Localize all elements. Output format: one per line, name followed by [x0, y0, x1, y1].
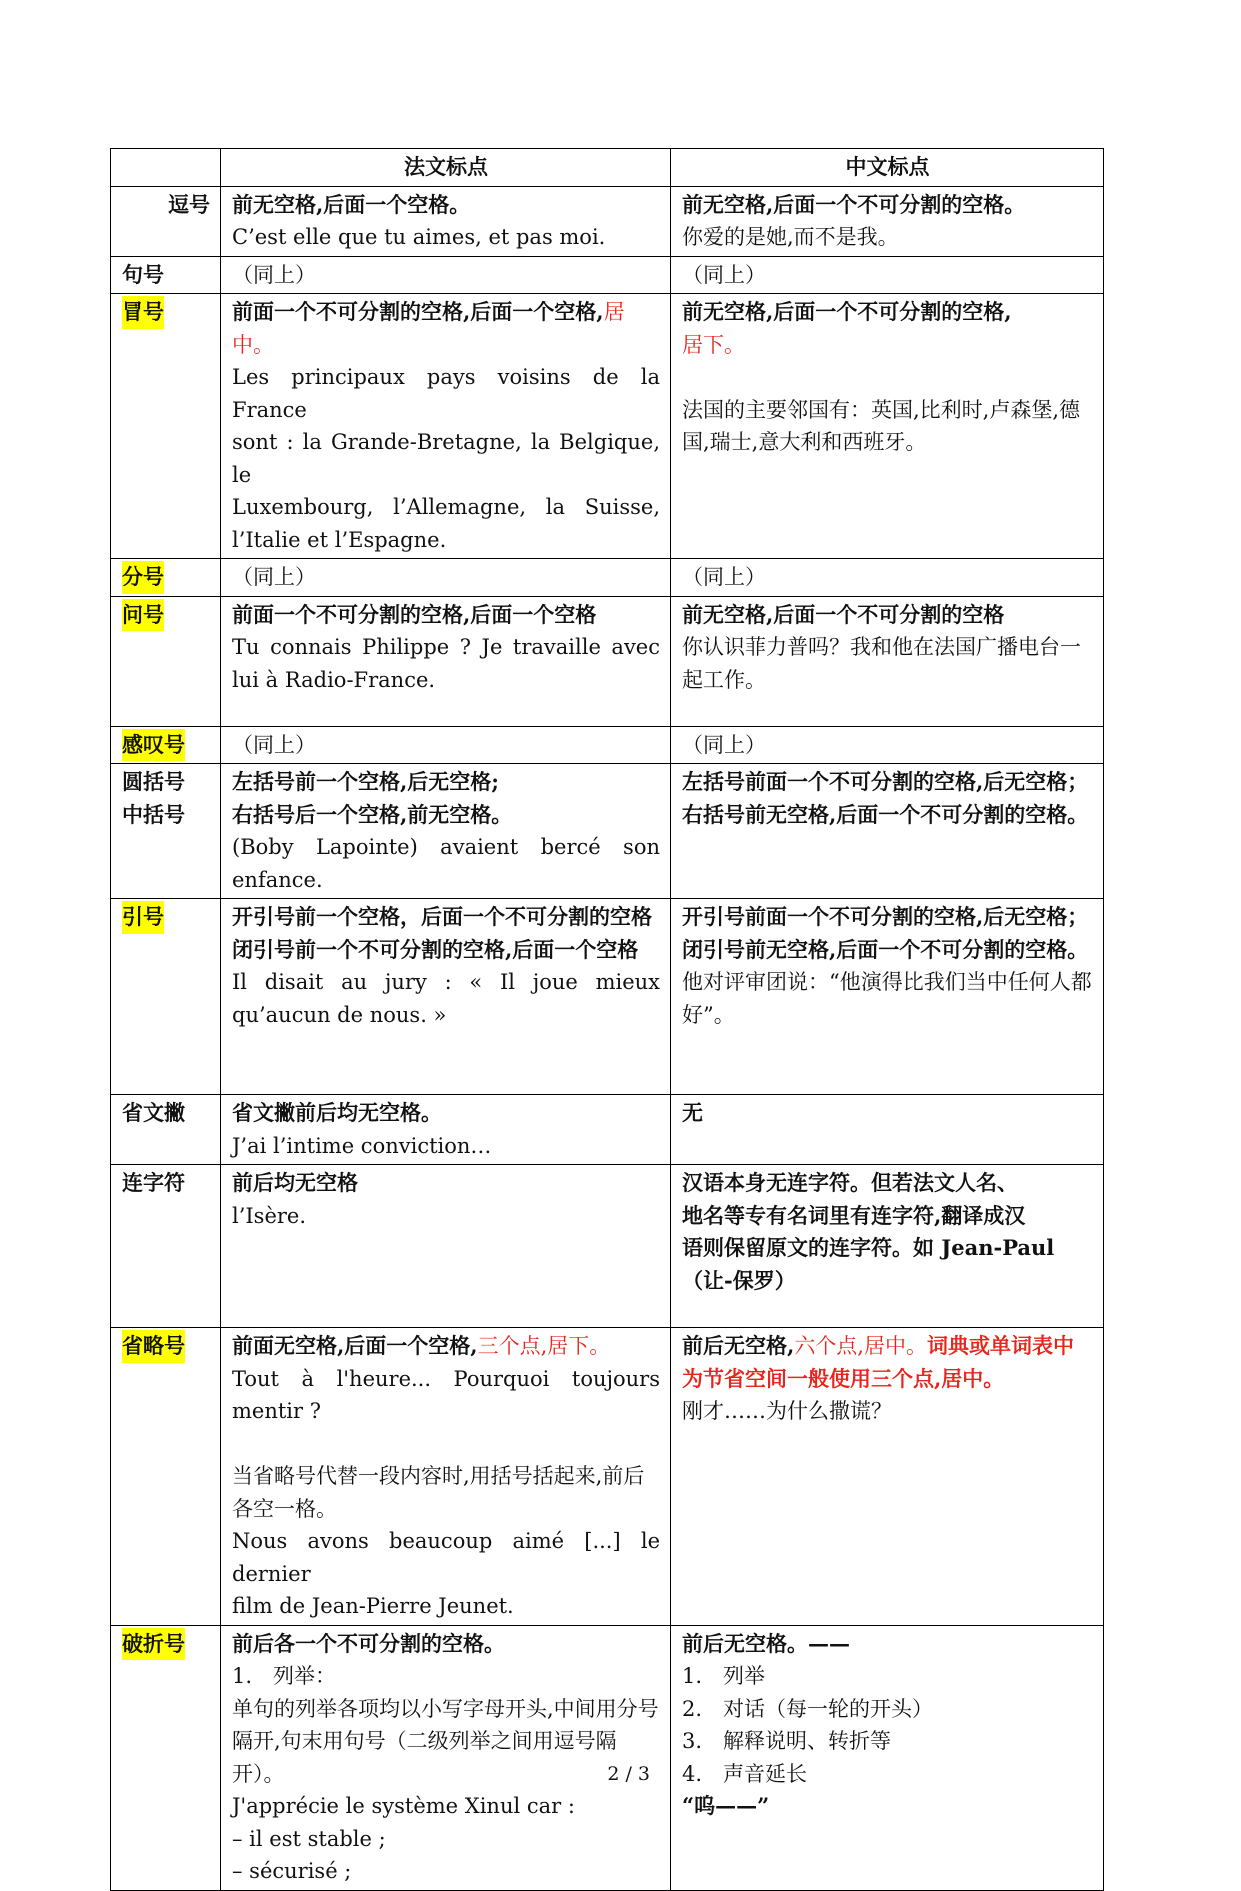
- fr-cell-ellipsis: [221, 1328, 671, 1626]
- cn-rule-red: 居下。: [682, 332, 745, 357]
- fr-example: Tu connais Philippe ? Je travaille avec lui à Radio-France.: [232, 635, 660, 692]
- cn-rule-line: 地名等专有名词里有连字符,翻译成汉: [682, 1202, 1026, 1228]
- fr-list-item: – il est stable ;: [232, 1826, 386, 1851]
- cn-cell-colon: [671, 294, 1104, 559]
- row-name-question: 问号: [111, 596, 221, 726]
- fr-rule: 闭引号前一个不可分割的空格,后面一个空格: [232, 936, 639, 962]
- header-fr: 法文标点: [221, 149, 671, 187]
- fr-cell-colon: [221, 294, 671, 559]
- cn-example: 他对评审团说：“他演得比我们当中任何人都好”。: [682, 970, 1092, 1027]
- fr-rule: 前面一个不可分割的空格,后面一个空格,: [232, 299, 604, 324]
- fr-cell-semicolon: （同上）: [221, 559, 671, 597]
- punctuation-table: [110, 148, 1104, 1891]
- fr-rule: 前面无空格,后面一个空格,: [232, 1333, 478, 1358]
- row-name-colon: 冒号: [111, 294, 221, 559]
- fr-cell-question: [221, 596, 671, 726]
- fr-desc: 单句的列举各项均以小写字母开头,中间用分号隔开,句末用句号（二级列举之间用逗号隔开）。 2 / 3: [232, 1693, 660, 1791]
- fr-rule: 右括号后一个空格,前无空格。: [232, 801, 513, 827]
- cn-list-item: 4. 声音延长: [682, 1761, 808, 1786]
- cn-rule: 前后无空格。——: [682, 1630, 850, 1656]
- fr-example2-line: Nous avons beaucoup aimé [...] le dernier: [232, 1529, 660, 1586]
- header-empty-cell: [111, 149, 221, 187]
- fr-cell-period: （同上）: [221, 256, 671, 294]
- cn-cell-dash: [671, 1625, 1104, 1890]
- row-name-ellipsis: 省略号: [111, 1328, 221, 1626]
- row-name-exclamation: 感叹号: [111, 726, 221, 764]
- fr-cell-apostrophe: [221, 1095, 671, 1165]
- fr-example-line: sont : la Grande-Bretagne, la Belgique, le: [232, 430, 660, 487]
- cn-cell-parentheses: [671, 764, 1104, 899]
- cn-rule: 前无空格,后面一个不可分割的空格,: [682, 299, 1012, 324]
- cn-example: 刚才……为什么撒谎？: [682, 1399, 892, 1423]
- fr-example-line: mentir ?: [232, 1399, 321, 1423]
- fr-example-line: Luxembourg, l’Allemagne, la Suisse,: [232, 495, 660, 519]
- page-number: 2 / 3: [607, 1762, 650, 1785]
- row-name-quotes: 引号: [111, 899, 221, 1095]
- cn-example: 你认识菲力普吗？我和他在法国广播电台一起工作。: [682, 635, 1081, 692]
- cn-list-item: 1. 列举: [682, 1664, 766, 1688]
- fr-example: C’est elle que tu aimes, et pas moi.: [232, 225, 606, 249]
- fr-rule: 省文撇前后均无空格。: [232, 1100, 442, 1125]
- cn-cell-hyphen: [671, 1165, 1104, 1328]
- fr-example-line: enfance.: [232, 867, 323, 892]
- fr-cell-exclamation: （同上）: [221, 726, 671, 764]
- cn-rule: 开引号前面一个不可分割的空格,后无空格；闭引号前无空格,后面一个不可分割的空格。: [682, 904, 1089, 962]
- cn-cell-period: （同上）: [671, 256, 1104, 294]
- cn-rule: 前无空格,后面一个不可分割的空格: [682, 601, 1005, 627]
- row-name-1: 圆括号: [122, 769, 185, 794]
- fr-rule: 左括号前一个空格,后无空格;: [232, 769, 500, 794]
- cn-cell-semicolon: （同上）: [671, 559, 1104, 597]
- cn-list-item: 3. 解释说明、转折等: [682, 1729, 892, 1753]
- cn-rule-red-bold: 词典或单词表中为节省空间一般使用三个点,居中。: [682, 1333, 1074, 1391]
- cn-example: 你爱的是她,而不是我。: [682, 225, 899, 249]
- fr-example2-line: film de Jean-Pierre Jeunet.: [232, 1594, 514, 1618]
- cn-rule: 左括号前面一个不可分割的空格,后无空格；右括号前无空格,后面一个不可分割的空格。: [682, 769, 1089, 827]
- fr-note: 当省略号代替一段内容时,用括号括起来,前后各空一格。: [232, 1464, 645, 1521]
- fr-example: J’ai l’intime conviction…: [232, 1133, 492, 1158]
- fr-cell-dash: [221, 1625, 671, 1890]
- fr-cell-comma: [221, 186, 671, 256]
- cn-cell-exclamation: （同上）: [671, 726, 1104, 764]
- fr-rule: 开引号前一个空格，后面一个不可分割的空格: [232, 904, 652, 929]
- fr-cell-parentheses: [221, 764, 671, 899]
- fr-cell-hyphen: [221, 1165, 671, 1328]
- cn-rule-red: 六个点,居中。: [794, 1334, 927, 1358]
- fr-list-title: 1. 列举：: [232, 1664, 337, 1688]
- row-name-dash: 破折号: [111, 1625, 221, 1890]
- cn-rule-line: 汉语本身无连字符。但若法文人名、: [682, 1170, 1018, 1195]
- cn-list-item: 2. 对话（每一轮的开头）: [682, 1696, 934, 1721]
- fr-example: Il disait au jury : « Il joue mieux qu’aucun de nous. »: [232, 970, 660, 1027]
- fr-example-line: (Boby Lapointe) avaient bercé son: [232, 835, 660, 859]
- cn-rule-line: 语则保留原文的连字符。如 Jean-Paul: [682, 1235, 1055, 1260]
- fr-rule: 前面一个不可分割的空格,后面一个空格: [232, 601, 597, 627]
- fr-rule: 前后均无空格: [232, 1170, 358, 1195]
- cn-rule: 前无空格,后面一个不可分割的空格。: [682, 191, 1026, 217]
- cn-example: 法国的主要邻国有：英国,比利时,卢森堡,德国,瑞士,意大利和西班牙。: [682, 397, 1081, 454]
- row-name-2: 中括号: [122, 801, 185, 827]
- header-cn: 中文标点: [671, 149, 1104, 187]
- cn-cell-question: [671, 596, 1104, 726]
- cn-rule: 无: [682, 1100, 703, 1125]
- cn-cell-ellipsis: [671, 1328, 1104, 1626]
- fr-list-item: – sécurisé ;: [232, 1859, 352, 1883]
- cn-cell-comma: [671, 186, 1104, 256]
- fr-example-intro: J'apprécie le système Xinul car :: [232, 1794, 575, 1818]
- fr-rule-red: 三个点,居下。: [477, 1334, 611, 1358]
- fr-rule: 前无空格,后面一个空格。: [232, 191, 471, 217]
- row-name-parentheses: [111, 764, 221, 899]
- fr-example: l’Isère.: [232, 1203, 307, 1228]
- row-name-period: 句号: [111, 256, 221, 294]
- cn-rule: 前后无空格,: [682, 1333, 795, 1358]
- cn-rule-line: （让-保罗）: [682, 1267, 796, 1293]
- fr-rule-red: 居中。: [232, 300, 625, 357]
- fr-cell-quotes: [221, 899, 671, 1095]
- row-name-semicolon: 分号: [111, 559, 221, 597]
- fr-rule: 前后各一个不可分割的空格。: [232, 1630, 505, 1656]
- fr-example-line: Tout à l'heure... Pourquoi toujours: [232, 1366, 660, 1391]
- cn-example: “呜——”: [682, 1793, 770, 1818]
- fr-example-line: l’Italie et l’Espagne.: [232, 527, 447, 552]
- fr-example-line: Les principaux pays voisins de la France: [232, 365, 660, 422]
- row-name-hyphen: 连字符: [111, 1165, 221, 1328]
- cn-cell-apostrophe: [671, 1095, 1104, 1165]
- row-name-apostrophe: 省文撇: [111, 1095, 221, 1165]
- row-name-comma: 逗号: [111, 186, 221, 256]
- cn-cell-quotes: [671, 899, 1104, 1095]
